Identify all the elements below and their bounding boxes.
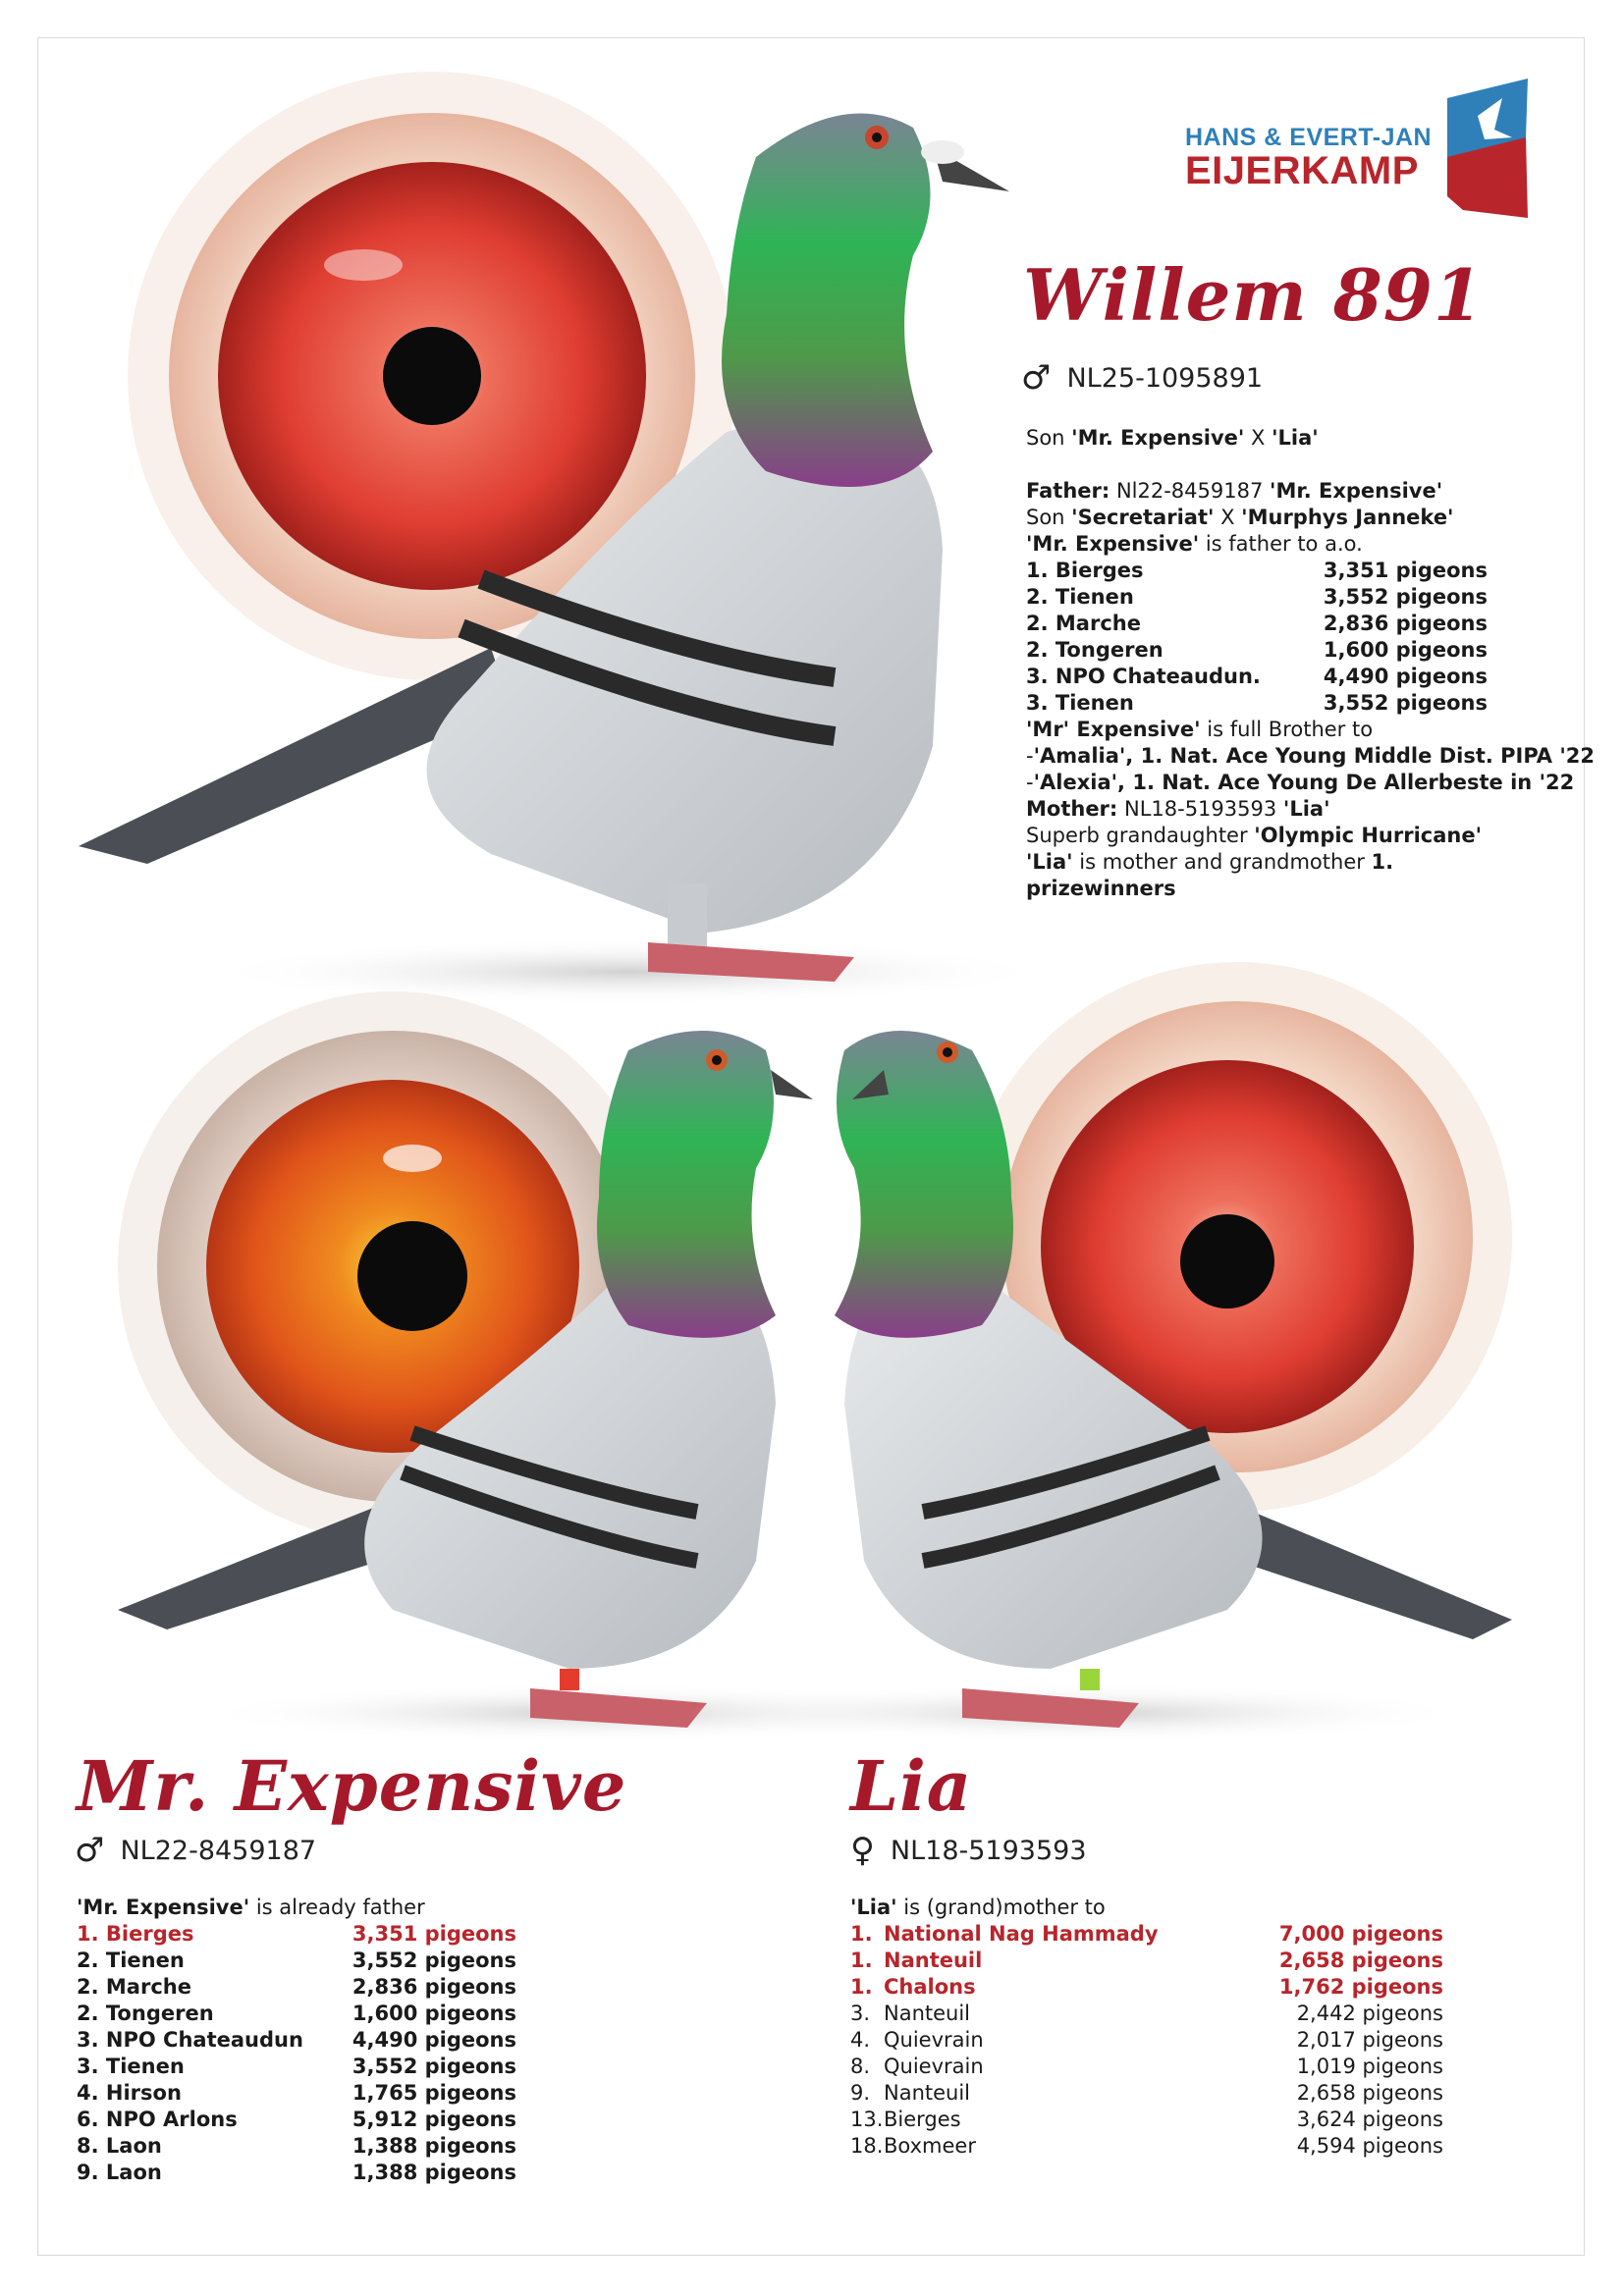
- mr-expensive-ring: NL22-8459187: [120, 1835, 317, 1866]
- result-place: 2. Tongeren: [77, 2002, 214, 2025]
- result-pigeons: 1,600 pigeons: [1323, 638, 1488, 662]
- result-pigeons: 1,019 pigeons: [1296, 2055, 1443, 2078]
- result-pigeons: 3,552 pigeons: [352, 1949, 516, 1972]
- result-place: 2. Marche: [1026, 612, 1141, 635]
- result-rank: 3.: [850, 2002, 871, 2025]
- mr-expensive-results-list: [77, 1921, 516, 2186]
- result-rank: 9.: [850, 2081, 871, 2105]
- result-place: Nanteuil: [884, 1949, 983, 1972]
- result-pigeons: 5,912 pigeons: [352, 2108, 516, 2131]
- result-row: [850, 2027, 1443, 2054]
- mr-expensive-intro: 'Mr. Expensive' is already father: [77, 1896, 425, 1919]
- result-rank: 1.: [850, 1949, 873, 1972]
- result-pigeons: 3,351 pigeons: [352, 1922, 516, 1946]
- result-place: Boxmeer: [884, 2134, 976, 2158]
- result-row: [1026, 584, 1488, 611]
- willem-brother: 'Mr' Expensive' is full Brother to: [1026, 718, 1374, 741]
- willem-granddaughter: Superb grandaughter 'Olympic Hurricane': [1026, 824, 1483, 847]
- result-row: [77, 2027, 516, 2054]
- result-row: [77, 2080, 516, 2107]
- result-rank: 1.: [850, 1922, 873, 1946]
- brand-line2: EIJERKAMP: [1185, 149, 1419, 192]
- lia-pedigree: [850, 1895, 1443, 2160]
- result-pigeons: 4,490 pigeons: [1323, 665, 1488, 688]
- result-pigeons: 1,765 pigeons: [352, 2081, 516, 2105]
- brand-logo: [1185, 124, 1433, 192]
- result-row: [1026, 558, 1488, 584]
- result-place: 8. Laon: [77, 2134, 162, 2158]
- result-place: 2. Tienen: [77, 1949, 185, 1972]
- lia-ring-line: [850, 1831, 1087, 1870]
- result-pigeons: 1,600 pigeons: [352, 2002, 516, 2025]
- result-place: 3. Tienen: [77, 2055, 185, 2078]
- result-row: [77, 1948, 516, 1974]
- result-row: [850, 1921, 1443, 1948]
- male-symbol-icon: ♂: [1021, 358, 1052, 398]
- logo-mark-icon: [1447, 79, 1528, 218]
- willem-sibling1: -'Amalia', 1. Nat. Ace Young Middle Dist. PIPA '22: [1026, 744, 1596, 768]
- male-symbol-icon: ♂: [75, 1831, 105, 1870]
- lia-ring: NL18-5193593: [890, 1835, 1087, 1866]
- willem-ring-line: [1021, 358, 1264, 398]
- result-place: Quievrain: [884, 2028, 984, 2052]
- result-pigeons: 2,836 pigeons: [352, 1975, 516, 1999]
- result-pigeons: 3,624 pigeons: [1296, 2108, 1443, 2131]
- mr-expensive-ring-line: [75, 1831, 317, 1870]
- result-place: 6. NPO Arlons: [77, 2108, 238, 2131]
- result-place: 3. Tienen: [1026, 691, 1134, 715]
- result-pigeons: 3,552 pigeons: [1323, 691, 1488, 715]
- result-row: [77, 2054, 516, 2080]
- result-pigeons: 3,351 pigeons: [1323, 559, 1488, 582]
- result-place: 9. Laon: [77, 2161, 162, 2184]
- result-row: [1026, 664, 1488, 690]
- result-row: [850, 2133, 1443, 2160]
- result-place: 2. Marche: [77, 1975, 191, 1999]
- result-rank: 1.: [850, 1975, 873, 1999]
- result-rank: 8.: [850, 2055, 871, 2078]
- result-place: 2. Tongeren: [1026, 638, 1164, 662]
- result-row: [77, 2133, 516, 2160]
- mr-expensive-pedigree: [77, 1895, 516, 2186]
- willem-ring: NL25-1095891: [1066, 362, 1264, 394]
- result-pigeons: 2,658 pigeons: [1278, 1949, 1443, 1972]
- result-row: [77, 1974, 516, 2001]
- result-row: [77, 2001, 516, 2027]
- result-row: [77, 2160, 516, 2186]
- willem-lia-line: 'Lia' is mother and grandmother 1. prizewinners: [1026, 850, 1394, 900]
- result-row: [850, 2054, 1443, 2080]
- result-place: 1. Bierges: [77, 1922, 194, 1946]
- result-pigeons: 2,017 pigeons: [1296, 2028, 1443, 2052]
- result-place: National Nag Hammady: [884, 1922, 1159, 1946]
- willem-mother: Mother: NL18-5193593 'Lia': [1026, 797, 1330, 821]
- result-rank: 4.: [850, 2028, 871, 2052]
- result-rank: 18.: [850, 2134, 884, 2158]
- result-pigeons: 1,388 pigeons: [352, 2134, 516, 2158]
- lia-results-list: [850, 1921, 1443, 2160]
- result-pigeons: 2,442 pigeons: [1296, 2002, 1443, 2025]
- brand-line1: HANS & EVERT-JAN: [1185, 124, 1433, 151]
- result-pigeons: 7,000 pigeons: [1278, 1922, 1443, 1946]
- result-place: 2. Tienen: [1026, 585, 1134, 609]
- mr-expensive-title: Mr. Expensive: [77, 1745, 627, 1827]
- result-pigeons: 1,762 pigeons: [1278, 1975, 1443, 1999]
- result-pigeons: 2,836 pigeons: [1323, 612, 1488, 635]
- result-row: [850, 2107, 1443, 2133]
- result-pigeons: 4,594 pigeons: [1296, 2134, 1443, 2158]
- result-place: 4. Hirson: [77, 2081, 182, 2105]
- result-place: 3. NPO Chateaudun: [77, 2028, 303, 2052]
- willem-pedigree: [1026, 425, 1596, 902]
- lia-intro: 'Lia' is (grand)mother to: [850, 1896, 1106, 1919]
- willem-title: Willem 891: [1023, 253, 1484, 337]
- result-place: Quievrain: [884, 2055, 984, 2078]
- result-row: [850, 1974, 1443, 2001]
- willem-sibling2: -'Alexia', 1. Nat. Ace Young De Allerbeste in '22: [1026, 771, 1575, 794]
- lia-title: Lia: [850, 1745, 973, 1827]
- result-row: [77, 1921, 516, 1948]
- result-place: 3. NPO Chateaudun.: [1026, 665, 1261, 688]
- willem-parentage: Son 'Mr. Expensive' X 'Lia': [1026, 426, 1319, 450]
- result-row: [1026, 611, 1488, 637]
- female-symbol-icon: ♀: [850, 1831, 875, 1870]
- willem-father-parents: Son 'Secretariat' X 'Murphys Janneke': [1026, 506, 1454, 529]
- willem-father-of: 'Mr. Expensive' is father to a.o.: [1026, 532, 1363, 556]
- result-place: 1. Bierges: [1026, 559, 1144, 582]
- result-row: [850, 1948, 1443, 1974]
- result-pigeons: 4,490 pigeons: [352, 2028, 516, 2052]
- result-pigeons: 3,552 pigeons: [1323, 585, 1488, 609]
- result-row: [77, 2107, 516, 2133]
- result-pigeons: 1,388 pigeons: [352, 2161, 516, 2184]
- willem-father: Father: Nl22-8459187 'Mr. Expensive': [1026, 479, 1443, 503]
- result-place: Chalons: [884, 1975, 976, 1999]
- result-rank: 13.: [850, 2108, 884, 2131]
- result-pigeons: 2,658 pigeons: [1296, 2081, 1443, 2105]
- result-row: [850, 2080, 1443, 2107]
- result-place: Bierges: [884, 2108, 961, 2131]
- willem-results-list: [1026, 558, 1488, 717]
- result-place: Nanteuil: [884, 2081, 971, 2105]
- result-place: Nanteuil: [884, 2002, 971, 2025]
- result-row: [1026, 690, 1488, 717]
- result-row: [1026, 637, 1488, 664]
- result-pigeons: 3,552 pigeons: [352, 2055, 516, 2078]
- result-row: [850, 2001, 1443, 2027]
